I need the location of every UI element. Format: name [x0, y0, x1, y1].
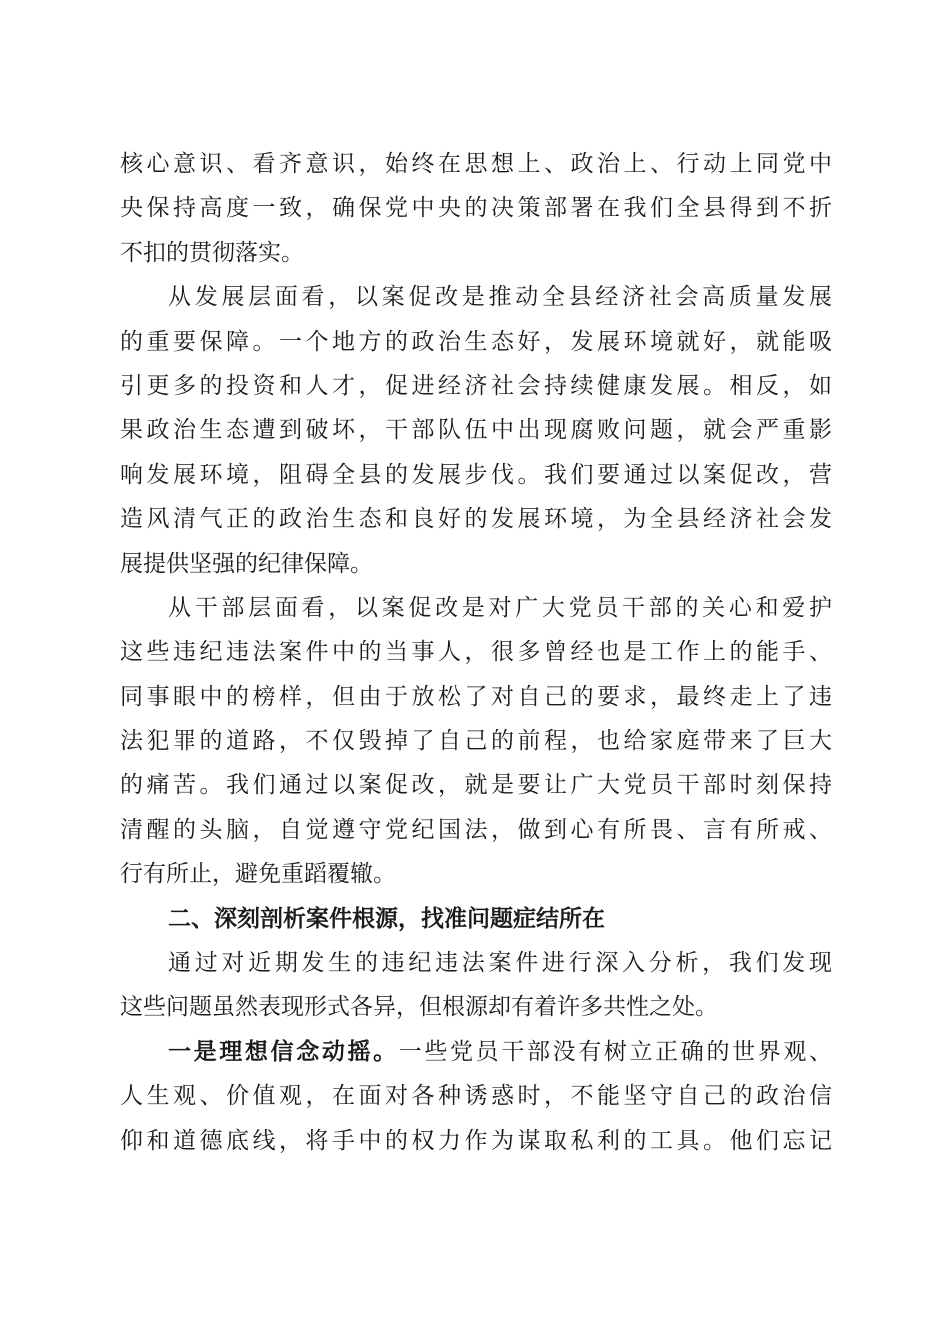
- paragraph-line: 人生观、价值观，在面对各种诱惑时，不能坚守自己的政治信: [120, 1083, 832, 1110]
- paragraph-line: 引更多的投资和人才，促进经济社会持续健康发展。相反，如: [120, 372, 832, 399]
- point-text: 一些党员干部没有树立正确的世界观、: [398, 1038, 833, 1065]
- paragraph-line: 造风清气正的政治生态和良好的发展环境，为全县经济社会发: [120, 506, 832, 533]
- paragraph-line: 央保持高度一致，确保党中央的决策部署在我们全县得到不折: [120, 195, 832, 222]
- paragraph-line: [120, 1030, 832, 1074]
- paragraph-line: 核心意识、看齐意识，始终在思想上、政治上、行动上同党中: [120, 151, 832, 177]
- paragraph-line: 清醒的头脑，自觉遵守党纪国法，做到心有所畏、言有所戒、: [120, 816, 832, 843]
- paragraph-line: 展提供坚强的纪律保障。: [120, 550, 373, 577]
- paragraph-line: 行有所止，避免重蹈覆辙。: [120, 861, 396, 888]
- paragraph-line: 从发展层面看，以案促改是推动全县经济社会高质量发展: [168, 284, 832, 311]
- paragraph-line: 同事眼中的榜样，但由于放松了对自己的要求，最终走上了违: [120, 683, 832, 710]
- paragraph-line: 这些违纪违法案件中的当事人，很多曾经也是工作上的能手、: [120, 639, 832, 666]
- paragraph-line: 从干部层面看，以案促改是对广大党员干部的关心和爱护: [168, 594, 832, 621]
- paragraph-line: 这些问题虽然表现形式各异，但根源却有着许多共性之处。: [120, 994, 718, 1021]
- paragraph-line: 不扣的贯彻落实。: [120, 239, 304, 266]
- section-heading: 二、深刻剖析案件根源，找准问题症结所在: [168, 905, 605, 932]
- paragraph-line: 仰和道德底线，将手中的权力作为谋取私利的工具。他们忘记: [120, 1127, 832, 1154]
- paragraph-line: 通过对近期发生的违纪违法案件进行深入分析，我们发现: [168, 950, 832, 977]
- document-body: [120, 142, 832, 1163]
- paragraph-line: 法犯罪的道路，不仅毁掉了自己的前程，也给家庭带来了巨大: [120, 728, 832, 755]
- paragraph-line: 的重要保障。一个地方的政治生态好，发展环境就好，就能吸: [120, 328, 832, 355]
- point-lead: 一是理想信念动摇。: [168, 1038, 399, 1065]
- paragraph-line: 响发展环境，阻碍全县的发展步伐。我们要通过以案促改，营: [120, 461, 832, 488]
- paragraph-line: 果政治生态遭到破坏，干部队伍中出现腐败问题，就会严重影: [120, 417, 832, 444]
- paragraph-line: 的痛苦。我们通过以案促改，就是要让广大党员干部时刻保持: [120, 772, 832, 799]
